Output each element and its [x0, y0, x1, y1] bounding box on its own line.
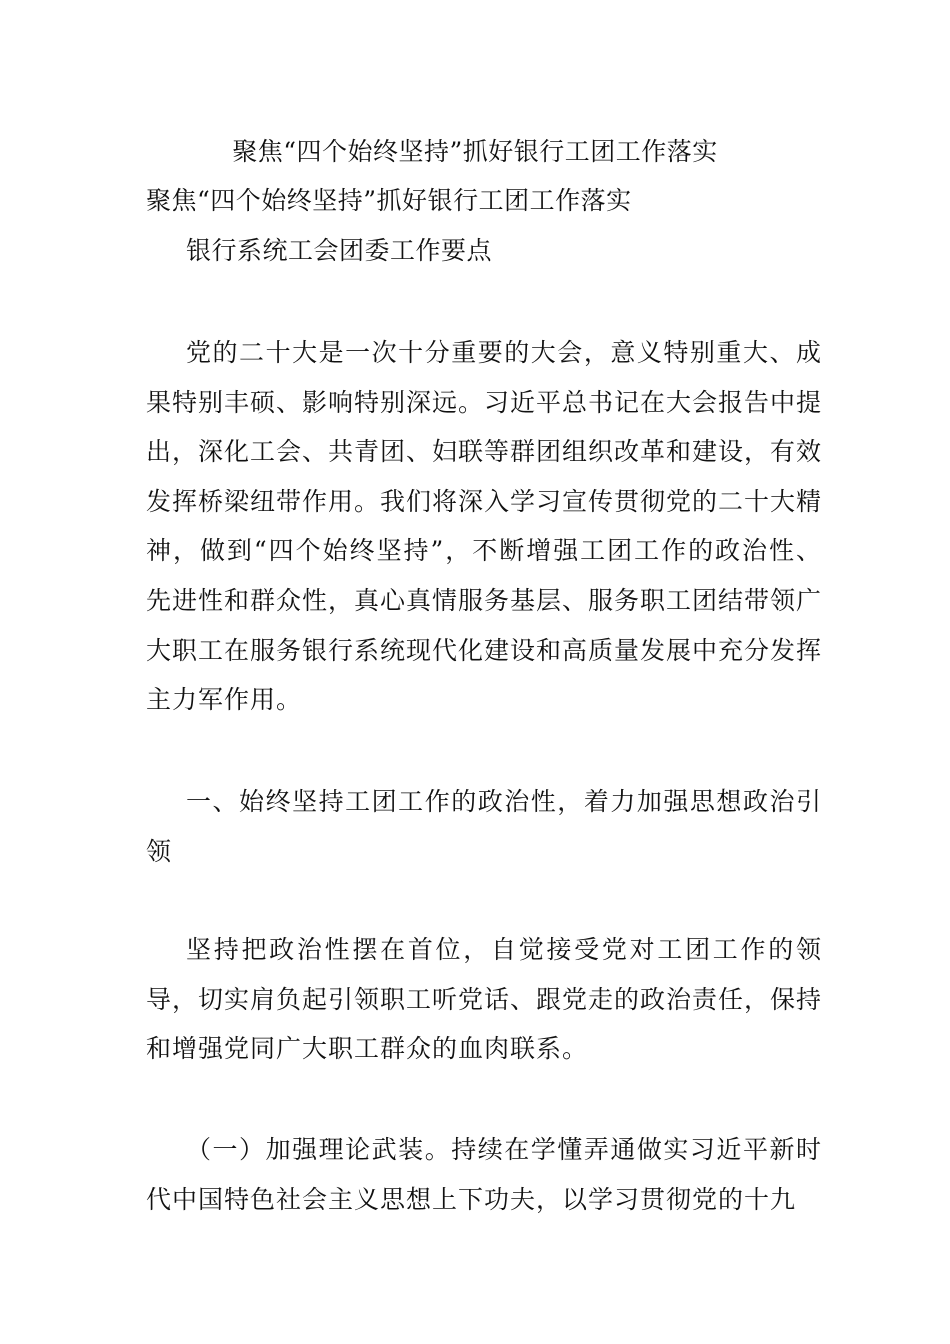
section-heading-1: 一、始终坚持工团工作的政治性，着力加强思想政治引领: [146, 787, 822, 866]
paragraph-section-1: 坚持把政治性摆在首位，自觉接受党对工团工作的领导，切实肩负起引领职工听党话、跟党走的政治责任，保持和增强党同广大职工群众的血肉联系。: [146, 935, 823, 1064]
document-title-repeated: 聚焦“四个始终坚持”抓好银行工团工作落实: [146, 186, 632, 215]
document-subtitle: 银行系统工会团委工作要点: [186, 236, 493, 265]
document-title-centered: 聚焦“四个始终坚持”抓好银行工团工作落实: [232, 137, 718, 166]
paragraph-intro: 党的二十大是一次十分重要的大会，意义特别重大、成果特别丰硕、影响特别深远。习近平总书记在大会报告中提出，深化工会、共青团、妇联等群团组织改革和建设，有效发挥桥梁纽带作用。我们将深入学习宣传贯彻党的二十大精神，做到“四个始终坚持”，不断增强工团工作的政治性、先进性和群众性，真心真情服务基层、服务职工团结带领广大职工在服务银行系统现代化建设和高质量发展中充分发挥主力军作用。: [146, 338, 823, 715]
paragraph-subsection-1: （一）加强理论武装。持续在学懂弄通做实习近平新时代中国特色社会主义思想上下功夫，以学习贯彻党的十九: [146, 1135, 822, 1214]
